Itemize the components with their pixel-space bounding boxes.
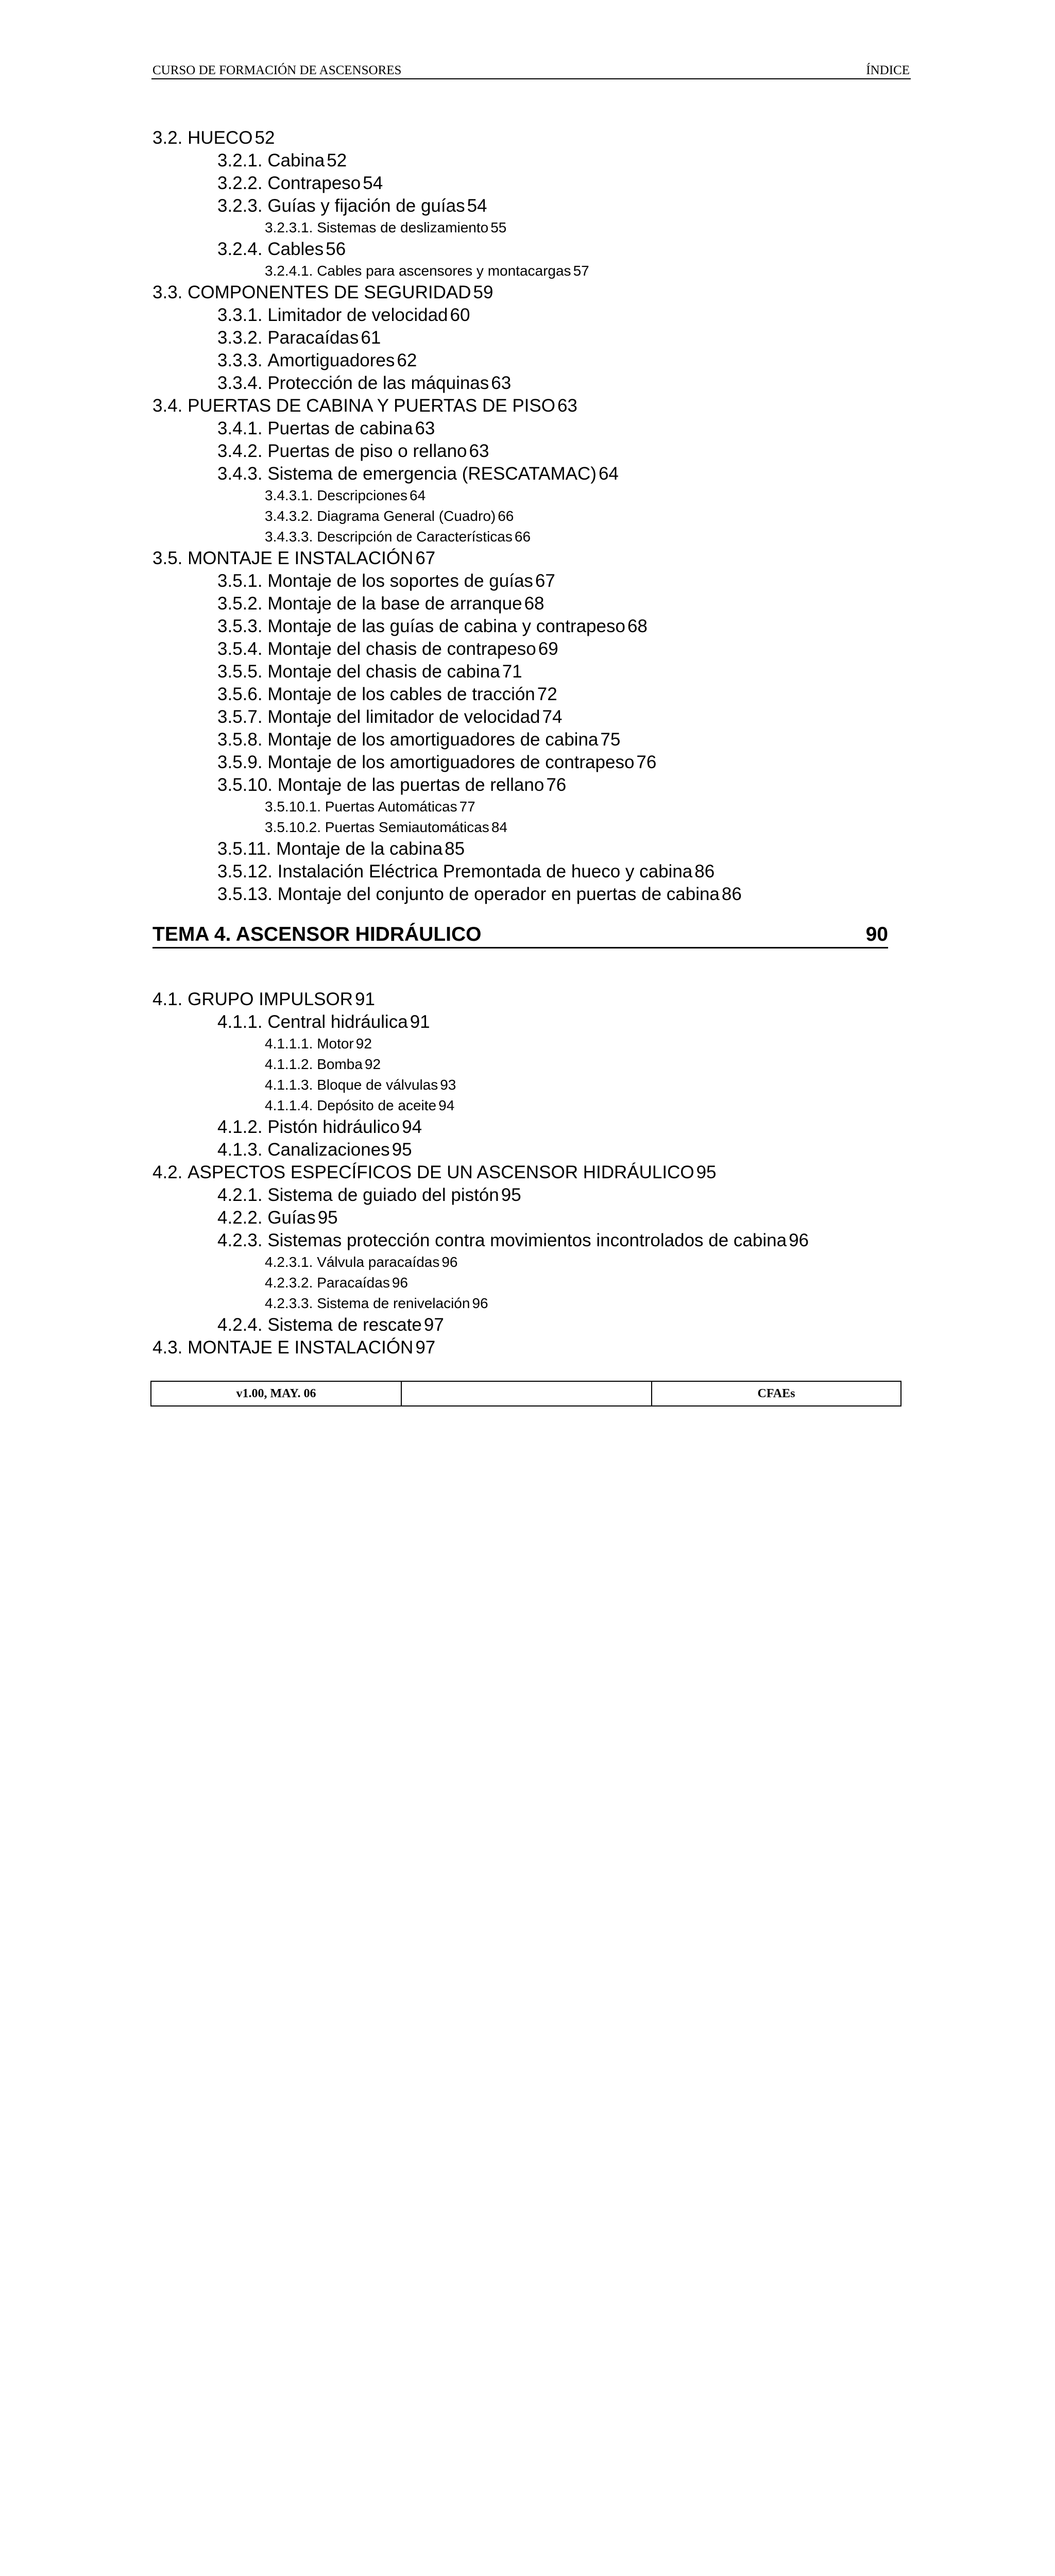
toc-entry-title: Montaje de los soportes de guías [267, 570, 533, 592]
toc-entry-title: Sistema de rescate [267, 1314, 422, 1336]
toc-entry-page: 56 [326, 238, 1055, 1731]
toc-entry-title: Descripción de Características [317, 527, 513, 547]
toc-entry-title: Montaje del limitador de velocidad [267, 706, 540, 728]
toc-entry-title: Puertas Semiautomáticas [325, 817, 489, 838]
toc-entry-number: 4.1.1.3. [265, 1075, 313, 1095]
toc-entry-title: MONTAJE E INSTALACIÓN [188, 1336, 413, 1359]
toc-entry-number: 3.5.6. [217, 683, 263, 706]
toc-entry-title: Bomba [317, 1054, 363, 1075]
toc-entry-page: 63 [415, 417, 1055, 1910]
toc-entry-number: 4.2.3.2. [265, 1273, 313, 1293]
toc-entry-number: 3.4.1. [217, 417, 263, 440]
toc-entry-number: 3.4. [152, 395, 182, 417]
toc-entry-page: 86 [722, 883, 1055, 2376]
toc-entry-page: 95 [696, 1161, 1055, 2576]
toc-entry-number: 4.2.3.3. [265, 1293, 313, 1314]
toc-entry-page: 61 [361, 327, 1055, 1820]
toc-entry-title: Instalación Eléctrica Premontada de hueco y cabina [278, 860, 692, 883]
toc-entry-page: 91 [355, 988, 1055, 2481]
header-course-title: CURSO DE FORMACIÓN DE ASCENSORES [152, 63, 401, 78]
toc-entry-title: Pistón hidráulico [267, 1116, 400, 1139]
toc-entry-page: 84 [491, 817, 1055, 2310]
toc-entry-title: ASPECTOS ESPECÍFICOS DE UN ASCENSOR HIDRÁULICO [188, 1161, 694, 1184]
toc-entry-page: 97 [415, 1336, 1055, 2576]
toc-entry-page: 63 [491, 372, 1055, 1865]
toc-entry-page: 63 [469, 440, 1055, 1933]
toc-entry-number: 4.2. [152, 1161, 182, 1184]
toc-entry-number: 3.4.3. [217, 463, 263, 485]
toc-entry-title: Sistemas de deslizamiento [317, 217, 488, 238]
toc-entry-title: Cables para ascensores y montacargas [317, 261, 571, 281]
toc-entry-number: 3.2.4.1. [265, 261, 313, 281]
header-section-label: ÍNDICE [866, 63, 910, 78]
toc-entry-number: 4.2.4. [217, 1314, 263, 1336]
footer-version: v1.00, MAY. 06 [151, 1382, 402, 1405]
toc-entry-title: Sistema de guiado del pistón [267, 1184, 499, 1207]
toc-entry-number: 3.2.3. [217, 195, 263, 217]
toc-entry-title: Canalizaciones [267, 1139, 389, 1161]
toc-entry-title: Cables [267, 238, 324, 261]
toc-entry-number: 3.5.5. [217, 660, 263, 683]
toc-entry-number: 3.5.2. [217, 592, 263, 615]
toc-entry-number: 3.2.3.1. [265, 217, 313, 238]
toc-entry-page: 54 [363, 172, 1055, 1665]
toc-entry-title: Puertas de cabina [267, 417, 413, 440]
chapter-page-number: 90 [866, 923, 888, 946]
toc-entry-number: 4.2.3.1. [265, 1252, 313, 1273]
toc-entry-number: 4.2.2. [217, 1207, 263, 1229]
toc-entry-title: Montaje de las puertas de rellano [278, 774, 544, 796]
toc-entry-number: 3.4.3.2. [265, 506, 313, 527]
toc-entry-page: 74 [542, 706, 1055, 2199]
toc-entry-number: 3.5.8. [217, 728, 263, 751]
toc-entry-page: 76 [636, 751, 1055, 2244]
toc-entry-page: 63 [557, 395, 1055, 1888]
toc-entry-page: 96 [472, 1293, 1055, 2576]
toc-entry-title: Amortiguadores [267, 349, 395, 372]
toc-entry-number: 3.5.3. [217, 615, 263, 638]
toc-entry-number: 4.3. [152, 1336, 182, 1359]
toc-entry-title: Puertas de piso o rellano [267, 440, 467, 463]
toc-entry-page: 75 [600, 728, 1055, 2222]
toc-entry-number: 3.3. [152, 281, 182, 304]
toc-entry-number: 3.4.2. [217, 440, 263, 463]
toc-entry-title: Diagrama General (Cuadro) [317, 506, 496, 527]
toc-entry-page: 67 [535, 570, 1055, 2063]
toc-entry-number: 4.1.1.1. [265, 1033, 313, 1054]
footer-organization: CFAEs [652, 1382, 900, 1405]
toc-entry-page: 68 [627, 615, 1055, 2108]
toc-entry-page: 86 [694, 860, 1055, 2353]
toc-entry-page: 66 [515, 527, 1055, 2020]
toc-entry-page: 94 [402, 1116, 1055, 2576]
toc-entry-number: 4.1.1. [217, 1011, 263, 1033]
toc-entry-number: 3.5.1. [217, 570, 263, 592]
toc-entry-title: Paracaídas [267, 327, 359, 349]
toc-entry-number: 3.4.3.3. [265, 527, 313, 547]
toc-entry-number: 3.3.2. [217, 327, 263, 349]
toc-entry-title: Bloque de válvulas [317, 1075, 438, 1095]
toc-entry-number: 3.3.3. [217, 349, 263, 372]
toc-entry-title: Montaje del chasis de contrapeso [267, 638, 536, 660]
toc-entry-page: 69 [538, 638, 1055, 2131]
toc-entry-title: Sistemas protección contra movimientos incontrolados de cabina [267, 1229, 787, 1252]
toc-entry-page: 66 [498, 506, 1055, 1999]
toc-entry-number: 3.5.10.2. [265, 817, 321, 838]
toc-entry-number: 3.5.9. [217, 751, 263, 774]
toc-entry-number: 4.1. [152, 988, 182, 1011]
toc-entry-number: 3.3.4. [217, 372, 263, 395]
toc-entry-page: 96 [392, 1273, 1055, 2576]
toc-entry-page: 55 [490, 217, 1055, 1710]
toc-entry-title: Sistema de emergencia (RESCATAMAC) [267, 463, 597, 485]
page-header [151, 63, 911, 79]
toc-entry-number: 3.2. [152, 127, 182, 149]
toc-entry-title: Montaje de las guías de cabina y contrapeso [267, 615, 625, 638]
toc-entry-number: 3.5.10.1. [265, 796, 321, 817]
toc-entry-page: 62 [397, 349, 1055, 1842]
toc-entry-number: 4.1.2. [217, 1116, 263, 1139]
toc-entry-title: Sistema de renivelación [317, 1293, 470, 1314]
toc-entry-page: 76 [546, 774, 1055, 2267]
toc-entry-page: 95 [501, 1184, 1055, 2576]
toc-entry-page: 92 [356, 1033, 1055, 2527]
toc-entry-page: 85 [445, 838, 1055, 2331]
toc-entry-title: Cabina [267, 149, 325, 172]
toc-entry-page: 71 [502, 660, 1055, 2154]
toc-entry-page: 96 [789, 1229, 1055, 2576]
toc-entry-title: Montaje de los cables de tracción [267, 683, 535, 706]
toc-entry-title: Montaje de la base de arranque [267, 592, 522, 615]
toc-entry-number: 4.2.3. [217, 1229, 263, 1252]
toc-entry-page: 96 [441, 1252, 1055, 2576]
toc-entry-number: 3.2.4. [217, 238, 263, 261]
toc-entry-title: Montaje de los amortiguadores de cabina [267, 728, 598, 751]
toc-entry-number: 4.2.1. [217, 1184, 263, 1207]
toc-entry-page: 91 [410, 1011, 1055, 2504]
toc-entry-page: 57 [573, 261, 1055, 1754]
toc-entry [152, 1336, 888, 2576]
toc-entry-title: Válvula paracaídas [317, 1252, 439, 1273]
toc-entry-title: Protección de las máquinas [267, 372, 489, 395]
toc-entry-number: 4.1.1.2. [265, 1054, 313, 1075]
toc-entry-number: 3.5.11. [217, 838, 271, 860]
toc-entry-page: 93 [440, 1075, 1055, 2568]
toc-entry-title: Guías y fijación de guías [267, 195, 465, 217]
toc-entry-page: 64 [599, 463, 1055, 1956]
toc-entry-page: 52 [327, 149, 1055, 1642]
toc-entry-page: 72 [537, 683, 1055, 2176]
toc-entry-title: Montaje de los amortiguadores de contrapeso [267, 751, 634, 774]
toc-entry-page: 95 [318, 1207, 1055, 2576]
toc-entry-page: 59 [473, 281, 1055, 1774]
toc-entry-title: Paracaídas [317, 1273, 390, 1293]
toc-entry-page: 95 [392, 1139, 1055, 2576]
toc-entry-number: 3.5.7. [217, 706, 263, 728]
toc-entry-number: 3.5. [152, 547, 182, 570]
toc-entry-title: Montaje del conjunto de operador en puertas de cabina [278, 883, 720, 906]
toc-entry-title: HUECO [188, 127, 252, 149]
toc-entry-title: Puertas Automáticas [325, 796, 457, 817]
toc-entry-title: MONTAJE E INSTALACIÓN [188, 547, 413, 570]
toc-entry-title: Montaje de la cabina [276, 838, 443, 860]
toc-entry-title: Depósito de aceite [317, 1095, 436, 1116]
toc-entry-number: 4.1.3. [217, 1139, 263, 1161]
toc-entry-number: 3.5.10. [217, 774, 273, 796]
toc-entry-title: PUERTAS DE CABINA Y PUERTAS DE PISO [188, 395, 555, 417]
toc-entry-page: 64 [410, 485, 1055, 1978]
toc-entry-number: 4.1.1.4. [265, 1095, 313, 1116]
toc-entry-page: 97 [424, 1314, 1055, 2576]
toc-entry-page: 68 [524, 592, 1055, 2086]
toc-entry-title: Central hidráulica [267, 1011, 407, 1033]
toc-entry-page: 77 [460, 796, 1055, 2290]
toc-entry-number: 3.2.2. [217, 172, 263, 195]
toc-entry-page: 67 [415, 547, 1055, 2040]
toc-entry-title: Montaje del chasis de cabina [267, 660, 500, 683]
toc-entry-page: 92 [365, 1054, 1055, 2547]
chapter-heading [152, 922, 888, 948]
toc-entry-number: 3.5.4. [217, 638, 263, 660]
toc-entry-title: COMPONENTES DE SEGURIDAD [188, 281, 471, 304]
toc-entry-title: Guías [267, 1207, 315, 1229]
toc-entry-page: 94 [438, 1095, 1055, 2576]
toc-entry-number: 3.2.1. [217, 149, 263, 172]
toc-entry-title: Motor [317, 1033, 354, 1054]
footer-middle-cell [402, 1382, 652, 1405]
toc-entry-title: Limitador de velocidad [267, 304, 448, 327]
toc-entry-page: 60 [450, 304, 1055, 1797]
toc-entry-title: Descripciones [317, 485, 407, 506]
toc-entry-page: 54 [467, 195, 1055, 1688]
toc-entry-number: 3.4.3.1. [265, 485, 313, 506]
toc-entry-title: GRUPO IMPULSOR [188, 988, 353, 1011]
toc-entry-number: 3.3.1. [217, 304, 263, 327]
toc-entry-number: 3.5.13. [217, 883, 273, 906]
page-footer [150, 1381, 901, 1406]
toc-entry-number: 3.5.12. [217, 860, 273, 883]
chapter-title: TEMA 4. ASCENSOR HIDRÁULICO [152, 923, 481, 946]
toc-entry-title: Contrapeso [267, 172, 361, 195]
toc-entry-page: 52 [255, 127, 1055, 1620]
